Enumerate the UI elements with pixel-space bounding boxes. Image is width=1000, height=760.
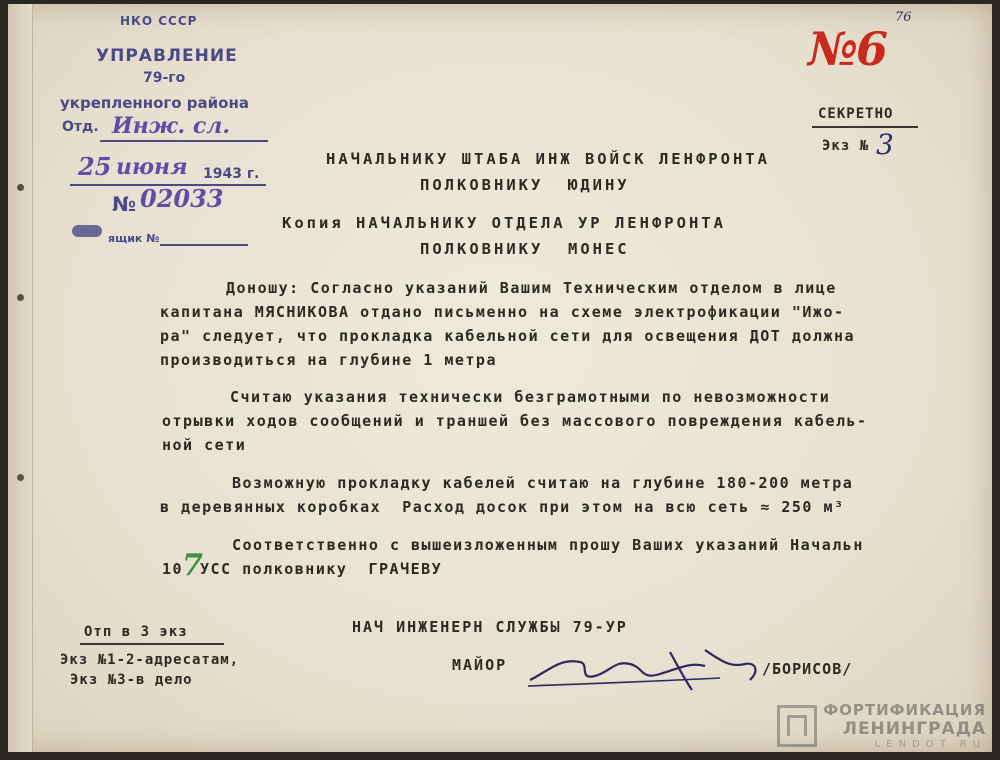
stamp-org: НКО СССР: [120, 14, 198, 28]
handwritten-number: №6: [808, 22, 887, 76]
copies-distribution: Экз №3-в дело: [70, 672, 193, 688]
addressee-line: ПОЛКОВНИКУ ЮДИНУ: [420, 176, 630, 194]
ink-blot: [72, 225, 102, 237]
body-line: в деревянных коробках Расход досок при этом на всю сеть ≈ 250 м³: [160, 498, 845, 516]
watermark-line: ФОРТИФИКАЦИЯ: [823, 701, 986, 719]
site-watermark: [777, 701, 986, 750]
body-line: Доношу: Согласно указаний Вашим Техническим отделом в лице: [226, 279, 837, 297]
stamp-number-label: №: [112, 192, 137, 216]
secret-underline: [812, 126, 918, 128]
copy-number: 3: [876, 128, 894, 161]
body-line: ной сети: [162, 436, 247, 454]
body-line: ра" следует, что прокладка кабельной сети для освещения ДОТ должна: [160, 327, 856, 345]
body-line: УСС полковнику ГРАЧЕВУ: [200, 560, 443, 578]
stamp-number-value: 02033: [140, 184, 224, 213]
body-line: отрывки ходов сообщений и траншей без массового повреждения кабель-: [162, 412, 868, 430]
body-line: производиться на глубине 1 метра: [160, 351, 497, 369]
signatory-rank: МАЙОР: [452, 656, 508, 674]
stamp-date-day: 25: [78, 152, 112, 181]
stamp-dept-value: Инж. сл.: [112, 113, 231, 139]
body-line: капитана МЯСНИКОВА отдано письменно на схеме электрофикации "Ижо-: [160, 303, 845, 321]
stamp-underline: [100, 140, 268, 142]
fortress-logo-icon: [777, 705, 817, 747]
signatory-title: НАЧ ИНЖЕНЕРН СЛУЖБЫ 79-УР: [352, 618, 628, 636]
copies-distribution: Экз №1-2-адресатам,: [60, 652, 240, 668]
signature-image: [520, 640, 770, 700]
addressee-line: Копия НАЧАЛЬНИКУ ОТДЕЛА УР ЛЕНФРОНТА: [282, 214, 726, 232]
copies-underline: [80, 643, 224, 645]
addressee-line: НАЧАЛЬНИКУ ШТАБА ИНЖ ВОЙСК ЛЕНФРОНТА: [326, 150, 770, 168]
binding-hole: [17, 474, 24, 481]
watermark-url: LENDOT.RU: [874, 739, 986, 750]
body-line-number: 10: [162, 560, 184, 578]
stamp-unit-number: 79-го: [143, 70, 186, 86]
stamp-dept-label: Отд.: [62, 119, 99, 135]
copy-label: Экз №: [822, 138, 870, 154]
binding-hole: [17, 184, 24, 191]
stamp-unit-name: укрепленного района: [60, 94, 249, 112]
body-line: Возможную прокладку кабелей считаю на глубине 180-200 метра: [232, 474, 854, 492]
binding-hole: [17, 294, 24, 301]
stamp-directorate: УПРАВЛЕНИЕ: [96, 46, 238, 66]
stamp-underline: [160, 244, 248, 246]
stamp-date-month: июня: [116, 154, 188, 180]
body-line: Соответственно с вышеизложенным прошу Ваших указаний Начальн: [232, 536, 864, 554]
secret-marking: СЕКРЕТНО: [818, 106, 894, 122]
stamp-date-year: 1943 г.: [203, 166, 260, 182]
handwritten-page-mark: 76: [895, 10, 912, 25]
watermark-line: ЛЕНИНГРАДА: [842, 719, 986, 739]
addressee-line: ПОЛКОВНИКУ МОНЕС: [420, 240, 630, 258]
stamp-box-label: ящик №: [108, 232, 160, 245]
body-line: Считаю указания технически безграмотными по невозможности: [230, 388, 831, 406]
copies-note: Отп в 3 экз: [84, 624, 188, 640]
binding-strip: [8, 4, 33, 752]
green-handwritten-digit: 7: [182, 548, 203, 583]
signatory-name: /БОРИСОВ/: [762, 660, 853, 678]
